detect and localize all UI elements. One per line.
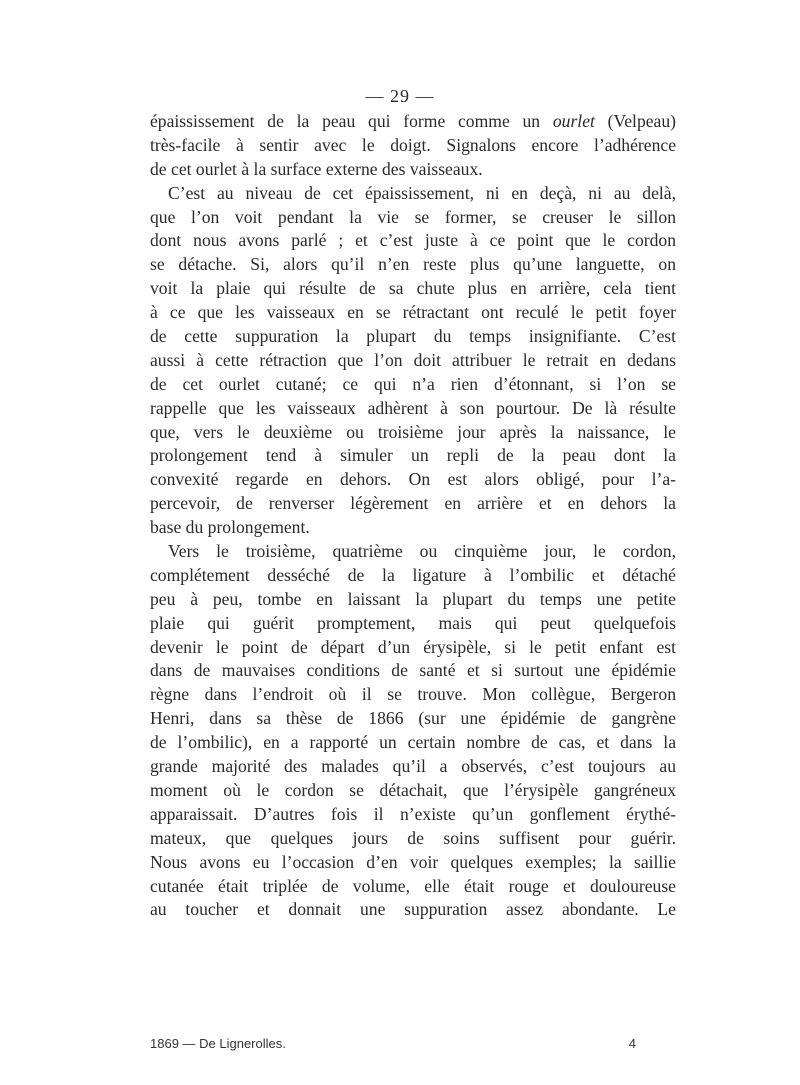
text-line: au toucher et donnait une suppuration assez abondante. Le — [150, 899, 676, 920]
text-line: apparaissait. D’autres fois il n’existe qu’un gonflement érythé- — [150, 803, 676, 824]
text-line: Henri, dans sa thèse de 1866 (sur une épidémie de gangrène — [150, 708, 676, 729]
text-line: dont nous avons parlé ; et c’est juste à ce point que le cordon — [150, 230, 676, 251]
text-line: devenir le point de départ d’un érysipèle, si le petit enfant est — [150, 636, 676, 657]
text-line: complétement desséché de la ligature à l’ombilic et détaché — [150, 564, 676, 585]
text-line: voit la plaie qui résulte de sa chute plus en arrière, cela tient — [150, 278, 676, 299]
text-line: C’est au niveau de cet épaississement, ni en deçà, ni au delà, — [168, 182, 676, 203]
text-line: dans de mauvaises conditions de santé et si surtout une épidémie — [150, 660, 676, 681]
text-line: rappelle que les vaisseaux adhèrent à son pourtour. De là résulte — [150, 397, 676, 418]
page-number: — 29 — — [365, 86, 435, 106]
text-line: épaississement de la peau qui forme comme un ourlet (Velpeau) — [150, 111, 677, 131]
signature-footer — [150, 1036, 676, 1051]
text-line: très-facile à sentir avec le doigt. Signalons encore l’adhérence — [150, 134, 676, 155]
text-line: que l’on voit pendant la vie se former, se creuser le sillon — [150, 206, 676, 227]
text-line: convexité regarde en dehors. On est alors obligé, pour l’a- — [150, 469, 676, 490]
text-line: règne dans l’endroit où il se trouve. Mon collègue, Bergeron — [150, 684, 676, 705]
text-line: percevoir, de renverser légèrement en arrière et en dehors la — [150, 493, 676, 514]
text-line: que, vers le deuxième ou troisième jour après la naissance, le — [150, 421, 676, 442]
text-line: mateux, que quelques jours de soins suffisent pour guérir. — [150, 827, 676, 848]
text-line: de l’ombilic), en a rapporté un certain nombre de cas, et dans la — [150, 732, 676, 753]
text-line: grande majorité des malades qu’il a observés, c’est toujours au — [150, 756, 676, 777]
text-line: de cet ourlet à la surface externe des vaisseaux. — [150, 158, 483, 179]
text-line: de cette suppuration la plupart du temps insignifiante. C’est — [150, 326, 676, 347]
text-line: de cet ourlet cutané; ce qui n’a rien d’étonnant, si l’on se — [150, 373, 676, 394]
text-line: moment où le cordon se détachait, que l’érysipèle gangréneux — [150, 779, 676, 800]
italic-word: ourlet — [552, 111, 595, 131]
body-text — [150, 110, 676, 922]
signature-number: 4 — [628, 1036, 636, 1051]
text-line: prolongement tend à simuler un repli de la peau dont la — [150, 445, 676, 466]
text-line: plaie qui guérit promptement, mais qui peut quelquefois — [150, 612, 676, 633]
text-line: Nous avons eu l’occasion d’en voir quelques exemples; la saillie — [150, 851, 676, 872]
text-line: aussi à cette rétraction que l’on doit attribuer le retrait en dedans — [150, 349, 676, 370]
footer-imprint: 1869 — De Lignerolles. — [150, 1036, 286, 1051]
text-line: cutanée était triplée de volume, elle était rouge et douloureuse — [150, 875, 676, 896]
text-line: base du prolongement. — [150, 517, 310, 538]
text-line: à ce que les vaisseaux en se rétractant ont reculé le petit foyer — [150, 302, 676, 323]
text-line: peu à peu, tombe en laissant la plupart du temps une petite — [150, 588, 676, 609]
text-line: se détache. Si, alors qu’il n’en reste plus qu’une languette, on — [150, 254, 676, 275]
text-line: Vers le troisième, quatrième ou cinquième jour, le cordon, — [168, 541, 676, 562]
